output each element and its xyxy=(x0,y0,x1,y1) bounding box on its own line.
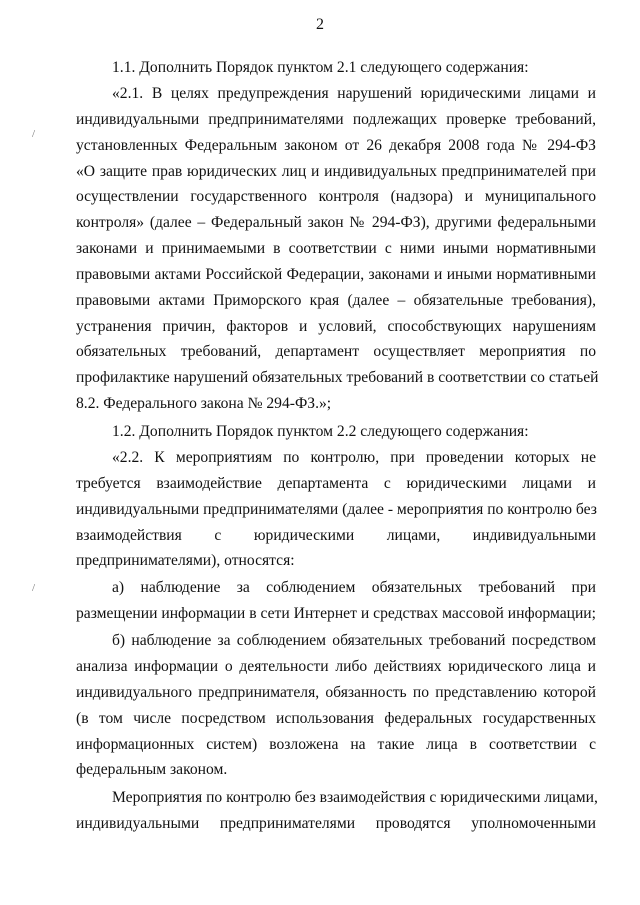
text-line: «2.2. К мероприятиям по контролю, при проведении которых не xyxy=(112,449,596,466)
margin-mark: / xyxy=(32,128,36,140)
text-line: предпринимателями), относятся: xyxy=(76,552,295,569)
text-line: индивидуальными предпринимателями (далее - мероприятия по контролю без xyxy=(76,501,597,518)
paragraph-start: Мероприятия по контролю без взаимодействия с юридическими лицами, xyxy=(112,789,598,806)
text-line: информационных систем) возложена на такие лица в соответствии с xyxy=(76,736,596,753)
text-line: обязательных требований, департамент осуществляет мероприятия по xyxy=(76,343,596,360)
text-line: установленных Федеральным законом от 26 декабря 2008 года № 294-ФЗ xyxy=(76,137,596,154)
page-number: 2 xyxy=(316,16,324,33)
text-line: 8.2. Федерального закона № 294-ФЗ.»; xyxy=(76,395,332,412)
text-line: осуществлении государственного контроля (надзора) и муниципального xyxy=(76,188,596,205)
text-line: законами и принимаемыми в соответствии с ними иными нормативными xyxy=(76,240,596,257)
text-line: «О защите прав юридических лиц и индивидуальных предпринимателей при xyxy=(76,163,596,180)
text-line: (в том числе посредством использования федеральных государственных xyxy=(76,710,596,727)
paragraph-heading-1-2: 1.2. Дополнить Порядок пунктом 2.2 следующего содержания: xyxy=(112,423,529,440)
text-line: профилактике нарушений обязательных требований в соответствии со статьей xyxy=(76,369,599,386)
paragraph-heading-1-1: 1.1. Дополнить Порядок пунктом 2.1 следующего содержания: xyxy=(112,59,529,76)
text-line: индивидуального предпринимателя, обязанность по представлению которой xyxy=(76,684,596,701)
text-line: правовыми актами Приморского края (далее – обязательные требования), xyxy=(76,292,596,309)
text-line: размещении информации в сети Интернет и средствах массовой информации; xyxy=(76,605,596,622)
text-line: «2.1. В целях предупреждения нарушений юридическими лицами и xyxy=(112,85,596,102)
text-line: устранения причин, факторов и условий, способствующих нарушениям xyxy=(76,318,596,335)
margin-mark: / xyxy=(32,582,36,594)
text-line: контроля» (далее – Федеральный закон № 294-ФЗ), другими федеральными xyxy=(76,214,596,231)
text-line: индивидуальными предпринимателями проводятся уполномоченными xyxy=(76,815,596,832)
text-line: анализа информации о деятельности либо действиях юридического лица и xyxy=(76,658,596,675)
list-item-b: б) наблюдение за соблюдением обязательных требований посредством xyxy=(112,632,596,649)
text-line: федеральным законом. xyxy=(76,761,228,778)
text-line: требуется взаимодействие департамента с юридическими лицами и xyxy=(76,475,596,492)
text-line: индивидуальными предпринимателями подлежащих проверке требований, xyxy=(76,111,596,128)
text-line: взаимодействия с юридическими лицами, индивидуальными xyxy=(76,527,596,544)
list-item-a: а) наблюдение за соблюдением обязательных требований при xyxy=(112,579,596,596)
text-line: правовыми актами Российской Федерации, законами и иными нормативными xyxy=(76,266,596,283)
